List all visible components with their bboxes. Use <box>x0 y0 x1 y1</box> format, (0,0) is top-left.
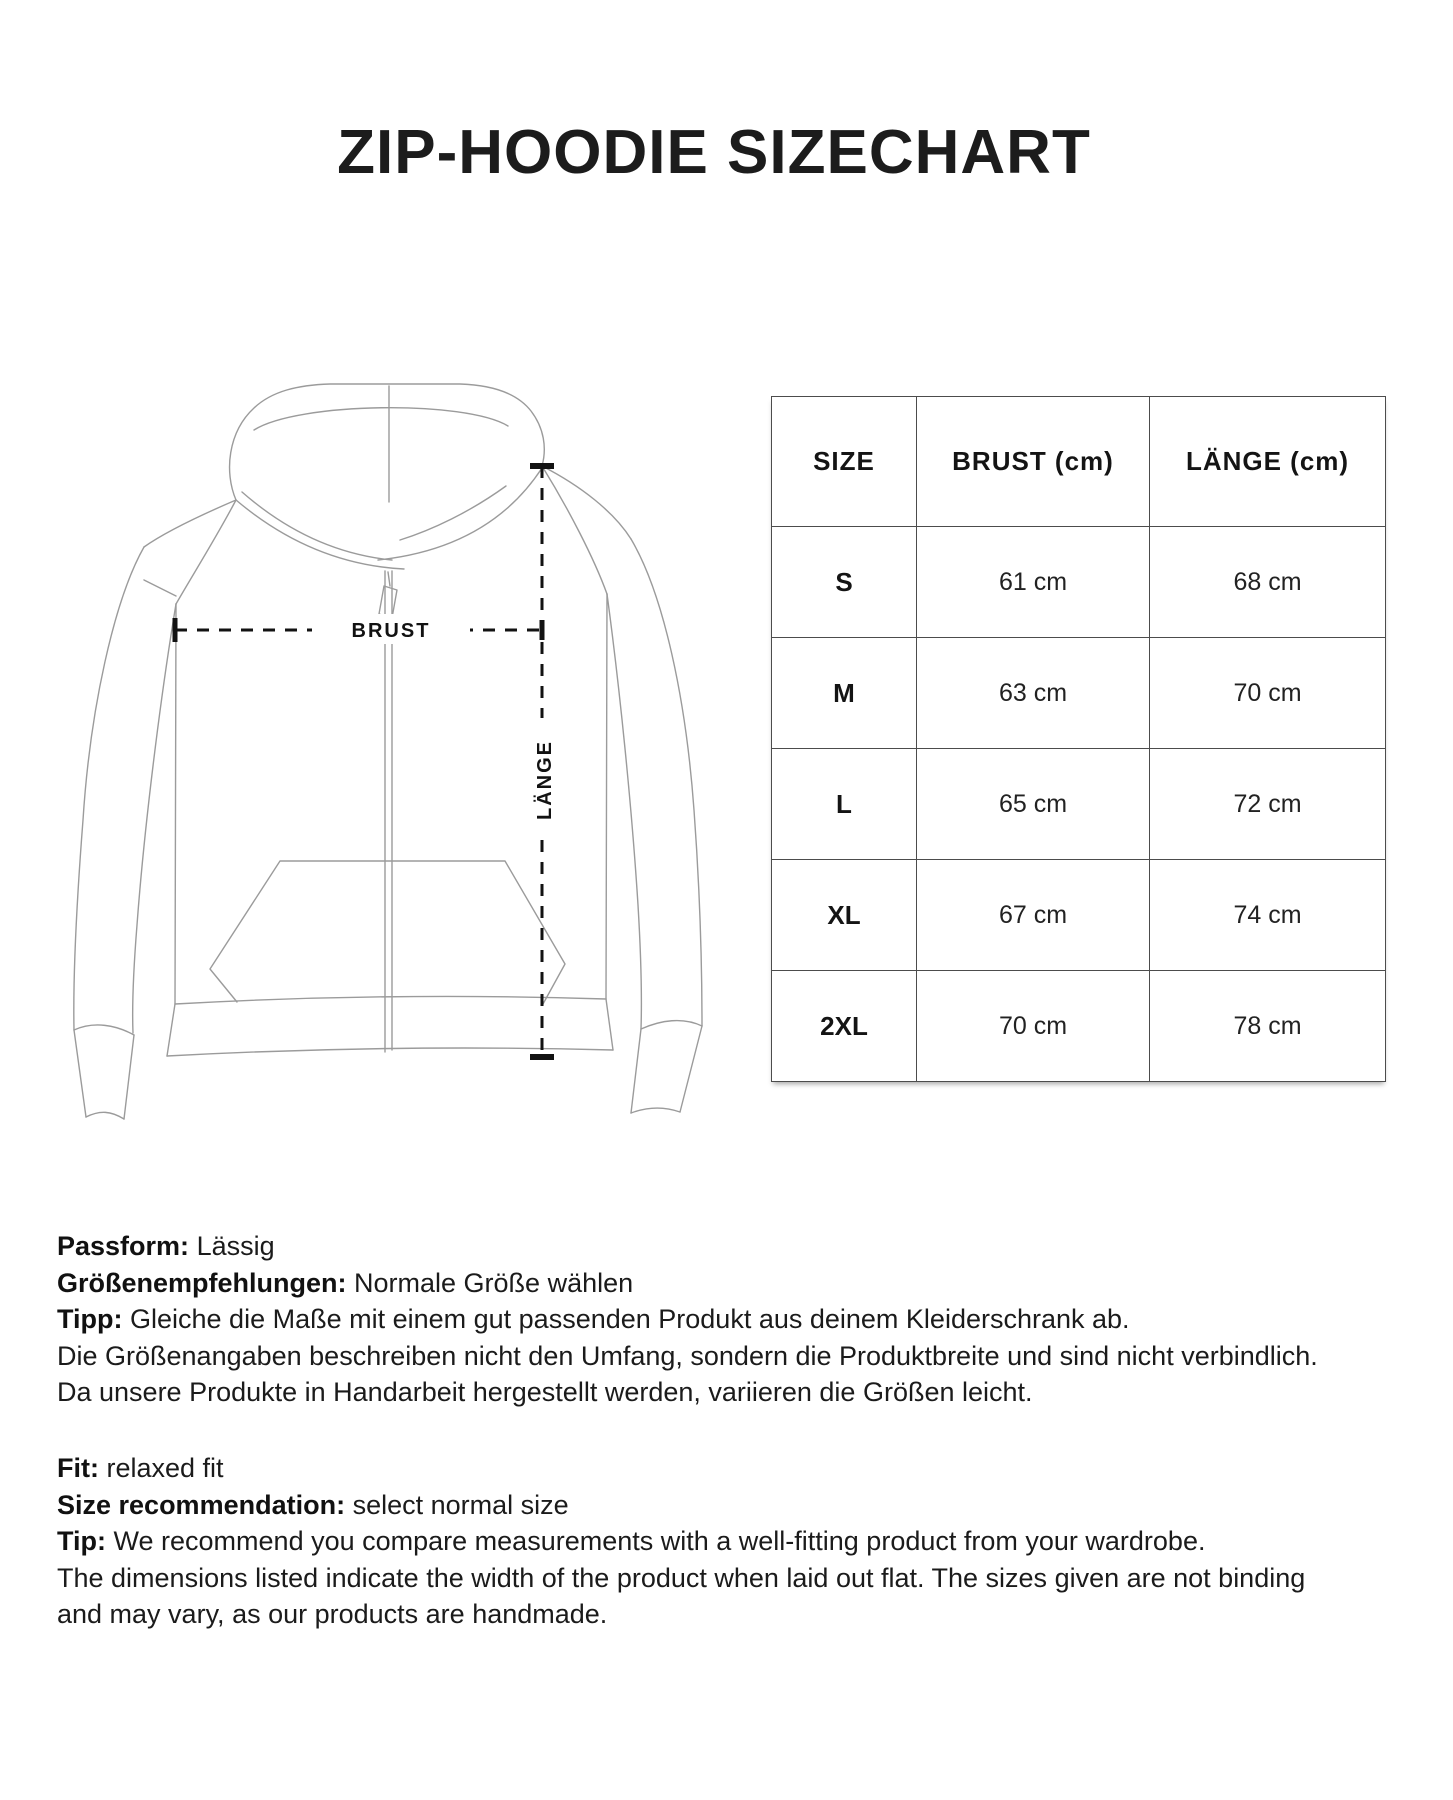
size-rec-value-en: select normal size <box>352 1489 569 1520</box>
table-row <box>772 860 1386 971</box>
size-rec-label-de: Größenempfehlungen: <box>57 1267 347 1298</box>
header-size: SIZE <box>772 397 917 527</box>
info-block-german <box>57 1228 1417 1411</box>
fit-line-en <box>57 1450 1417 1487</box>
brust-cell: 67 cm <box>917 860 1150 971</box>
measurement-overlay <box>175 466 558 1057</box>
table-row <box>772 527 1386 638</box>
info-block-english <box>57 1450 1417 1633</box>
laenge-cell: 70 cm <box>1150 638 1386 749</box>
size-cell: L <box>772 749 917 860</box>
tip-line-en <box>57 1523 1417 1560</box>
note-line1-de: Die Größenangaben beschreiben nicht den Umfang, sondern die Produktbreite und sind nicht verbindlich. <box>57 1340 1318 1371</box>
note-line2-de: Da unsere Produkte in Handarbeit hergestellt werden, variieren die Größen leicht. <box>57 1377 1033 1407</box>
size-cell: XL <box>772 860 917 971</box>
fit-label-en: Fit: <box>57 1453 99 1483</box>
tip-label-en: Tip: <box>57 1526 106 1556</box>
size-cell: M <box>772 638 917 749</box>
table-row <box>772 638 1386 749</box>
tip-value-en: We recommend you compare measurements with a well-fitting product from your wardrobe. <box>113 1526 1206 1556</box>
page-title: ZIP-HOODIE SIZECHART <box>337 118 1091 187</box>
hoodie-diagram <box>40 380 730 1130</box>
laenge-cell: 68 cm <box>1150 527 1386 638</box>
tip-line-de <box>57 1301 1417 1338</box>
brust-cell: 63 cm <box>917 638 1150 749</box>
tip-value-de: Gleiche die Maße mit einem gut passenden Produkt aus deinem Kleiderschrank ab. <box>130 1304 1130 1334</box>
tip-label-de: Tipp: <box>57 1304 123 1334</box>
fit-line-de <box>57 1228 1417 1265</box>
chest-measure-label: BRUST <box>351 620 431 642</box>
size-rec-label-en: Size recommendation: <box>57 1489 346 1520</box>
laenge-cell: 74 cm <box>1150 860 1386 971</box>
fit-value-de: Lässig <box>196 1231 275 1261</box>
brust-cell: 65 cm <box>917 749 1150 860</box>
laenge-cell: 72 cm <box>1150 749 1386 860</box>
size-table <box>771 396 1386 1082</box>
table-header-row <box>772 397 1386 527</box>
size-rec-value-de: Normale Größe wählen <box>354 1267 634 1298</box>
note-line2-en: and may vary, as our products are handmade. <box>57 1599 608 1629</box>
header-brust: BRUST (cm) <box>917 397 1150 527</box>
header-laenge: LÄNGE (cm) <box>1150 397 1386 527</box>
note-line1-en: The dimensions listed indicate the width of the product when laid out flat. The sizes given are not binding <box>57 1562 1306 1593</box>
fit-value-en: relaxed fit <box>106 1453 224 1483</box>
size-cell: S <box>772 527 917 638</box>
size-cell: 2XL <box>772 971 917 1082</box>
laenge-cell: 78 cm <box>1150 971 1386 1082</box>
length-measure-label: LÄNGE <box>534 740 556 820</box>
size-rec-line-en <box>57 1487 1417 1524</box>
hoodie-sketch <box>74 384 702 1119</box>
table-row <box>772 971 1386 1082</box>
brust-cell: 61 cm <box>917 527 1150 638</box>
fit-label-de: Passform: <box>57 1231 190 1261</box>
size-rec-line-de <box>57 1265 1417 1302</box>
brust-cell: 70 cm <box>917 971 1150 1082</box>
table-row <box>772 749 1386 860</box>
